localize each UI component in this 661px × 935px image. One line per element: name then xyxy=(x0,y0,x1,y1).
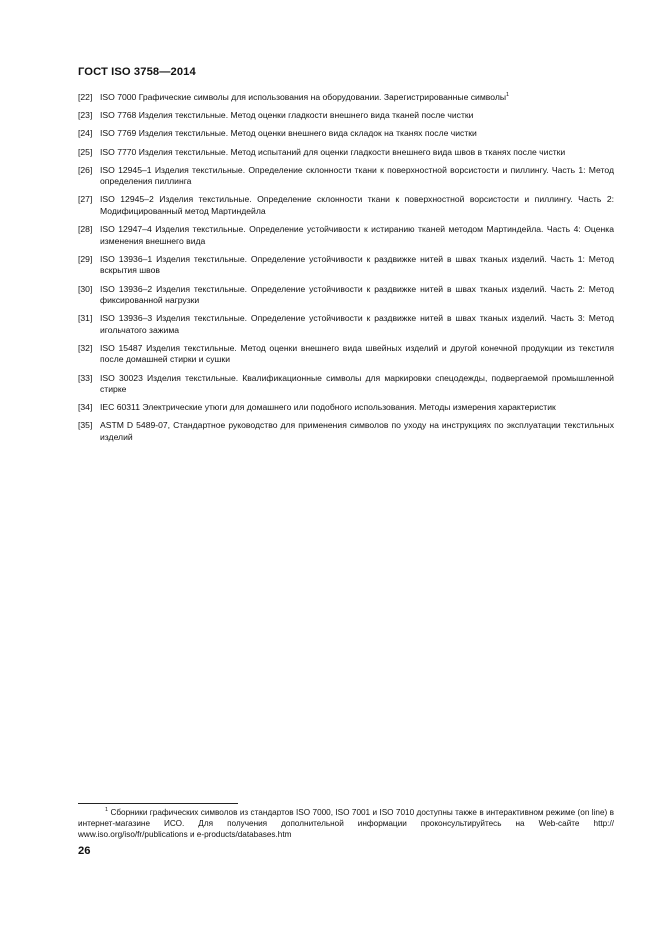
reference-number: [33] xyxy=(78,372,93,383)
reference-text: ISO 12947–4 Изделия текстильные. Определение устойчивости к истиранию тканей методом Мартиндейла. Часть 4: Оценка изменения внешнего вида xyxy=(100,224,614,246)
reference-text: ISO 12945–2 Изделия текстильные. Определение склонности ткани к поверхностной ворсистости и пиллингу. Часть 2: Модифицированный метод Мартиндейла xyxy=(100,194,614,216)
reference-text-content: ISO 7000 Графические символы для использования на оборудовании. Зарегистрированные символы xyxy=(100,92,507,102)
reference-item xyxy=(78,420,614,443)
reference-item xyxy=(78,194,614,217)
reference-text: ISO 13936–2 Изделия текстильные. Определение устойчивости к раздвижке нитей в швах тканых изделий. Часть 2: Метод фиксированной нагрузки xyxy=(100,283,614,305)
reference-text: IEC 60311 Электрические утюги для домашнего или подобного использования. Методы измерения характеристик xyxy=(100,402,556,413)
reference-text: ISO 30023 Изделия текстильные. Квалификационные символы для маркировки спецодежды, подвергаемой промышленной стирке xyxy=(100,372,614,395)
reference-text: ISO 13936–1 Изделия текстильные. Определение устойчивости к раздвижке нитей в швах тканых изделий. Часть 1: Метод вскрытия швов xyxy=(100,253,614,276)
reference-number: [34] xyxy=(78,402,93,413)
document-header: ГОСТ ISO 3758—2014 xyxy=(78,66,196,78)
reference-number: [26] xyxy=(78,164,93,175)
reference-number: [22] xyxy=(78,92,93,102)
reference-item xyxy=(78,313,614,336)
reference-item xyxy=(78,254,614,277)
reference-text: ISO 13936–3 Изделия текстильные. Определение устойчивости к раздвижке нитей в швах тканых изделий. Часть 3: Метод игольчатого зажима xyxy=(100,313,614,335)
reference-item xyxy=(78,92,614,104)
reference-number: [35] xyxy=(78,420,93,431)
reference-item xyxy=(78,147,614,159)
reference-text: ISO 7769 Изделия текстильные. Метод оценки внешнего вида складок на тканях после чистки xyxy=(100,128,477,139)
reference-number: [23] xyxy=(78,110,93,121)
reference-text: ASTM D 5489-07, Стандартное руководство для применения символов по уходу на инструкциях по эксплуатации текстильных изделий xyxy=(100,420,614,442)
reference-number: [30] xyxy=(78,283,93,294)
reference-item xyxy=(78,110,614,122)
bibliography-list xyxy=(78,92,614,450)
reference-number: [29] xyxy=(78,253,93,264)
reference-item xyxy=(78,224,614,247)
reference-text: ISO 7770 Изделия текстильные. Метод испытаний для оценки гладкости внешнего вида швов в тканях после чистки xyxy=(100,146,566,157)
reference-number: [24] xyxy=(78,128,93,139)
footnote xyxy=(78,807,614,841)
reference-text: ISO 15487 Изделия текстильные. Метод оценки внешнего вида швейных изделий и другой конечной продукции из текстиля после домашней стирки и сушки xyxy=(100,342,614,365)
reference-number: [28] xyxy=(78,224,93,235)
reference-item xyxy=(78,284,614,307)
reference-item xyxy=(78,343,614,366)
footnote-divider xyxy=(78,803,238,804)
reference-number: [25] xyxy=(78,146,93,157)
reference-item xyxy=(78,402,614,414)
reference-item xyxy=(78,373,614,396)
footnote-mark: 1 xyxy=(105,807,109,813)
reference-number: [32] xyxy=(78,342,93,353)
reference-number: [27] xyxy=(78,194,93,205)
reference-item xyxy=(78,128,614,140)
reference-number: [31] xyxy=(78,313,93,324)
reference-text: ISO 12945–1 Изделия текстильные. Определение склонности ткани к поверхностной ворсистости и пиллингу. Часть 1: Метод определения пиллинга xyxy=(100,164,614,187)
footnote-text: Сборники графических символов из стандартов ISO 7000, ISO 7001 и ISO 7010 доступны также в интерактивном режиме (on line) в интернет-магазине ИСО. Для получения дополнительной информации проконсультируйтесь на Web-сайте http:// www.iso.org/iso/fr/publications и e-products/databases.htm xyxy=(78,808,614,840)
reference-text: ISO 7768 Изделия текстильные. Метод оценки гладкости внешнего вида тканей после чистки xyxy=(100,110,474,121)
reference-text xyxy=(100,92,614,104)
footnote-marker: 1 xyxy=(506,92,510,98)
reference-item xyxy=(78,165,614,188)
page-number: 26 xyxy=(78,845,91,857)
